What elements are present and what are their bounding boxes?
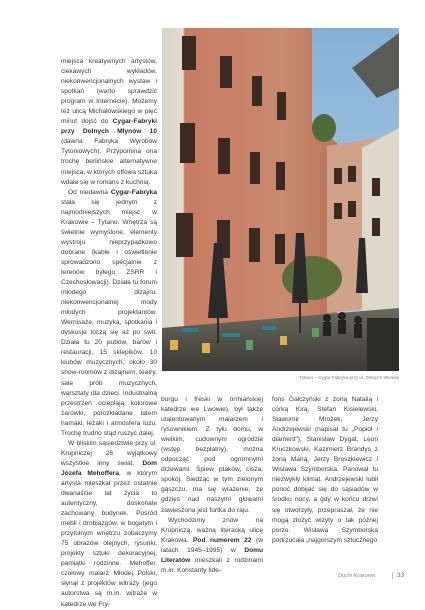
photo-caption: Tytano – Cygar Fabryka przy ul. Dolnych Młynów bbox=[299, 375, 399, 380]
left-paragraph-2: Od niedawna Cygar-Fabryka stała się jednym z najmodniejszych miejsc w Krakowie – Tytano. Wnętrza są świetnie wymyślone, elementy wystroju nieprzypadkowo dobrane (kable i oświetlenie sprowadzono specjalnie z terenów byłego ZSRR i Czechosłowacji). Działa tu forum młodego dizajnu, niekonwencjonalnej mody młodych projektantów. Wernisaże, muzyka, spotkania i dyskusje toczą się aż po świt. Działa tu 20 pubów, barów i restauracji, 15 sklepików, 10 klubów muzycznych, około 30 show-roomów z dizajnem, teatry, sale prób muzycznych, warsztaty dla dzieci. Industrialną przestrzeń ocieplają kolorowe żarówki, porozkładane łatem hamaki, leżaki i atmosfera luzu. Trochę trudno stąd ruszyć dalej. bbox=[61, 188, 157, 437]
cygar-fabryka-name: Cygar-Fabryka bbox=[110, 188, 157, 196]
middle-paragraph-2: Wychodzimy znów na Krupniczą, ważną literacką ulicę Krakowa. Pod numerem 22 (w latach 1945–1995) w Domu Literatów mieszkali z rodzinami m.in. Konstanty Ilde- bbox=[161, 516, 264, 574]
mehoffer-house-name: Dom Józefa Mehoffera bbox=[61, 459, 157, 477]
footer-running-title: Duchi Krakowa bbox=[338, 573, 375, 579]
middle-column bbox=[161, 395, 263, 576]
tytano-courtyard-photo bbox=[162, 28, 399, 371]
right-column bbox=[272, 395, 378, 546]
middle-paragraph-1: burgu i freski w ormiańskiej katedrze we Lwowie), był także utalentowanym malarzem i rysownikiem. Z tyłu domu, w wielkim, cudownym ogrodzie (wstęp bezpłatny), można odpocząć pod ogromnymi drzewami. Śpiew ptaków, cisza, spokój. Siedząc w tym zielonym gąszczu, ma się wrażenie, że gdzieś nad naszymi głowami zawieszona jest furtka do raju. bbox=[161, 396, 263, 514]
left-paragraph-3: W bliskim sąsiedztwie przy ul. Krupniczej 26 wyjątkowy wszystkie inny świat. Dom Józefa Mehoffera, w którym artysta mieszkał przez ostatnie dwanaście lat życia to autentyczny, doskonale zachowany budynek. Pośród mebli i drobiazgów, w bogatym i przytulnym wnętrzu zobaczymy 75 obrazów olejnych, rysunki, projekty sztuki dekoracyjnej, pamiątki rodzinne. Mehoffer, czołowy malarz Młodej Polski, słynął z projektów witraży (jego autorstwa są m.in. witraże w katedrze we Fry- bbox=[61, 439, 157, 608]
dom-literatow-name: Domu Literatów bbox=[161, 546, 263, 564]
address-number: Pod numerem 22 bbox=[193, 536, 252, 544]
courtyard-illustration bbox=[162, 28, 399, 371]
cygar-fabryka-address: Cygar-Fabryki przy Dolnych Młynów 10 bbox=[61, 118, 157, 136]
right-paragraph-1: fons Gałczyński z żoną Natalią i córką Kirą, Stefan Kisielewski, Sławomir Mrożek, Jerzy Andrzejewski (napisał tu „Popiół i diament"), Stanisław Dygat, Leon Kruczkowski, Kazimierz Brandys z żoną Marią, Jerzy Broszkiewicz i Wisława Szymborska. Panował tu niezwykły klimat. Andrzejewski lubił ponoć dobijać się do sąsiadów w środku nocy, a gdy w końcu drzwi się otworzyły, przepraszał, że nie mogą złożyć wizyty o tak późnej porze. Wisława Szymborska podrzucała „najgorszym sztucznego bbox=[272, 396, 378, 544]
left-paragraph-1: miejsca kreatywnych artystów, ciekawych wykładów, niekonwencjonalnych wystaw i spotkań (warto sprawdzić program w Internecie). Możemy też ulicą Michałowskiego w pięć minut dojść do Cygar-Fabryki przy Dolnych Młynów 10 (dawna Fabryka Wyrobów Tytoniowych). Przypomina ona trochę berlińskie alternatywne miejsca, w których offowa sztuka wdała się w romans z kuchnią. bbox=[61, 58, 157, 186]
left-column bbox=[61, 57, 157, 610]
page-number: 33 bbox=[392, 572, 404, 579]
